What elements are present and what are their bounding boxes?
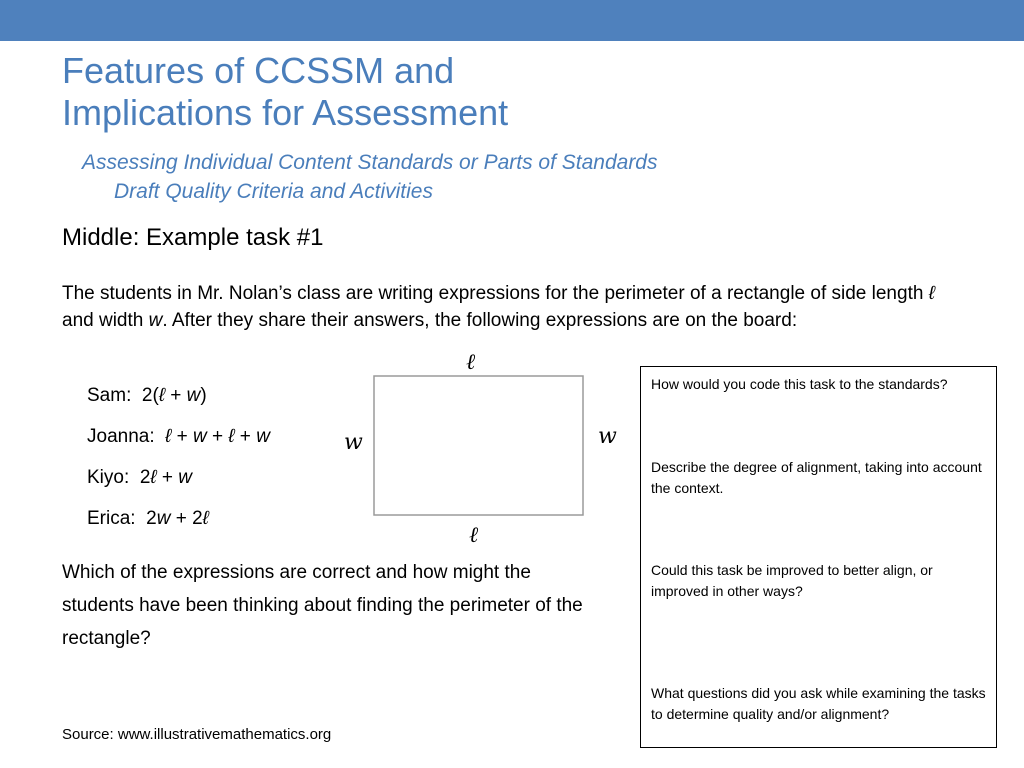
label-bottom-length: ℓ bbox=[469, 523, 479, 548]
task-intro: The students in Mr. Nolan’s class are writing expressions for the perimeter of a rectangle of side length ℓ and width w. After they share their answers, the following expressions are on the board: bbox=[62, 283, 935, 331]
student-name: Joanna: bbox=[87, 426, 166, 447]
reflection-questions-box bbox=[640, 366, 997, 748]
expression-row-sam bbox=[87, 382, 270, 423]
reflection-question: How would you code this task to the standards? bbox=[651, 376, 948, 392]
reflection-question: Could this task be improved to better align, or improved in other ways? bbox=[651, 562, 933, 599]
student-expression: 2ℓ + w bbox=[139, 467, 192, 488]
reflection-question: What questions did you ask while examining the tasks to determine quality and/or alignment? bbox=[651, 685, 986, 722]
expression-row-erica bbox=[87, 505, 270, 546]
title-line-1: Features of CCSSM and bbox=[62, 50, 455, 91]
student-name: Sam: bbox=[87, 385, 142, 406]
student-expression: 2(ℓ + w) bbox=[141, 385, 207, 406]
label-top-length: ℓ bbox=[466, 350, 476, 375]
slide-subtitle bbox=[82, 148, 658, 206]
student-name: Kiyo: bbox=[87, 467, 140, 488]
label-right-width: w bbox=[598, 424, 617, 449]
rectangle-shape bbox=[374, 376, 583, 515]
header-accent-bar bbox=[0, 0, 1024, 41]
expression-row-kiyo bbox=[87, 464, 270, 505]
source-citation: Source: www.illustrativemathematics.org bbox=[62, 726, 332, 743]
section-heading: Middle: Example task #1 bbox=[62, 224, 324, 251]
expression-list bbox=[87, 382, 270, 546]
reflection-question: Describe the degree of alignment, taking into account the context. bbox=[651, 459, 982, 496]
slide-title bbox=[62, 50, 508, 134]
student-name: Erica: bbox=[87, 508, 147, 529]
rectangle-diagram bbox=[340, 345, 630, 550]
subtitle-line-1: Assessing Individual Content Standards or Parts of Standards bbox=[82, 151, 658, 174]
student-expression: ℓ + w + ℓ + w bbox=[165, 426, 270, 447]
subtitle-line-2: Draft Quality Criteria and Activities bbox=[114, 180, 433, 203]
expression-row-joanna bbox=[87, 423, 270, 464]
task-question: Which of the expressions are correct and how might the students have been thinking about finding the perimeter of the rectangle? bbox=[62, 562, 583, 649]
title-line-2: Implications for Assessment bbox=[62, 92, 509, 133]
label-left-width: w bbox=[344, 430, 363, 455]
student-expression: 2w + 2ℓ bbox=[146, 508, 209, 529]
